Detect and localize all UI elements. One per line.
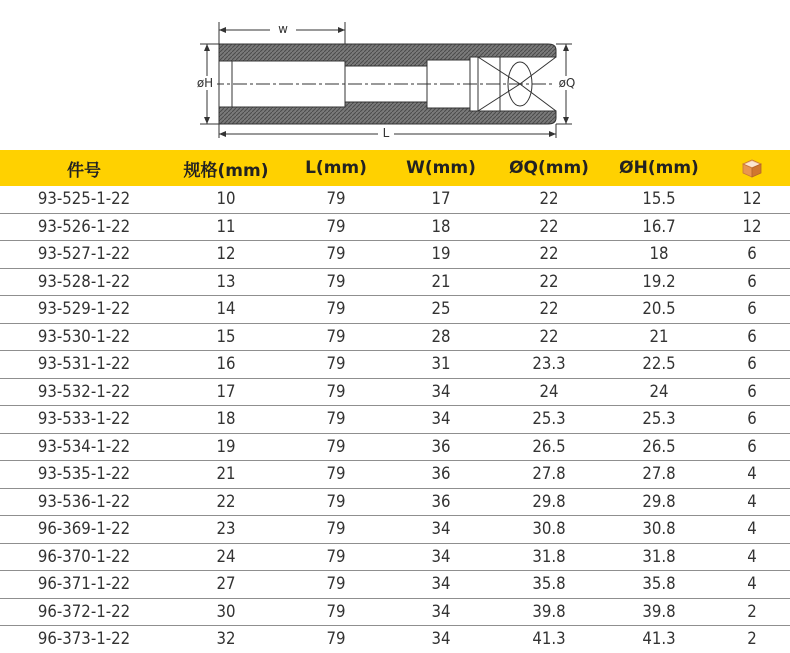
cell-size: 11 <box>175 213 277 241</box>
cell-part-no: 93-536-1-22 <box>10 488 158 516</box>
cell-size: 10 <box>175 186 277 213</box>
cell-part-no: 93-530-1-22 <box>10 323 158 351</box>
table-row <box>0 323 790 351</box>
dimension-l <box>219 124 556 140</box>
cell-pack-qty: 2 <box>719 598 786 626</box>
table-row <box>0 351 790 379</box>
cell-width: 34 <box>394 406 487 434</box>
table-row <box>0 186 790 213</box>
cell-h-diameter: 20.5 <box>611 296 708 324</box>
cell-q-diameter: 22 <box>501 268 598 296</box>
table-row <box>0 571 790 599</box>
cell-width: 36 <box>394 461 487 489</box>
cell-length: 79 <box>326 629 346 650</box>
cell-h-diameter: 26.5 <box>611 433 708 461</box>
socket-diagram <box>0 0 790 150</box>
cell-length: 79 <box>290 351 382 379</box>
cell-length: 79 <box>290 433 382 461</box>
cell-width: 34 <box>431 629 451 650</box>
cell-q-diameter: 31.8 <box>501 543 598 571</box>
cell-h-diameter: 30.8 <box>611 516 708 544</box>
cell-length: 79 <box>290 598 382 626</box>
cell-width: 18 <box>394 213 487 241</box>
cell-part-no: 93-527-1-22 <box>10 241 158 269</box>
cell-pack-qty: 6 <box>719 433 786 461</box>
table-row <box>0 461 790 489</box>
header-q-diameter: ØQ(mm) <box>494 150 604 186</box>
cell-length: 79 <box>290 241 382 269</box>
cell-size: 18 <box>175 406 277 434</box>
table-row <box>0 543 790 571</box>
cell-q-diameter: 41.3 <box>532 629 566 650</box>
cell-size: 30 <box>175 598 277 626</box>
cell-part-no: 93-535-1-22 <box>10 461 158 489</box>
cell-size: 19 <box>175 433 277 461</box>
cell-h-diameter: 39.8 <box>611 598 708 626</box>
cell-q-diameter: 22 <box>501 241 598 269</box>
cell-width: 36 <box>394 433 487 461</box>
cell-pack-qty: 6 <box>719 406 786 434</box>
cell-pack-qty: 4 <box>719 571 786 599</box>
cell-length: 79 <box>290 488 382 516</box>
header-length: L(mm) <box>284 150 388 186</box>
header-pack-qty <box>714 150 790 186</box>
table-row <box>0 213 790 241</box>
cell-length: 79 <box>290 296 382 324</box>
cell-q-diameter: 26.5 <box>501 433 598 461</box>
cell-q-diameter: 22 <box>501 186 598 213</box>
cell-size: 17 <box>175 378 277 406</box>
cell-pack-qty: 4 <box>719 488 786 516</box>
cell-h-diameter: 16.7 <box>611 213 708 241</box>
cell-width: 34 <box>394 516 487 544</box>
cell-width: 19 <box>394 241 487 269</box>
cell-length: 79 <box>290 461 382 489</box>
cell-q-diameter: 25.3 <box>501 406 598 434</box>
cell-pack-qty: 12 <box>719 213 786 241</box>
cell-h-diameter: 25.3 <box>611 406 708 434</box>
dimension-h <box>193 44 219 124</box>
cell-q-diameter: 39.8 <box>501 598 598 626</box>
cell-length: 79 <box>290 543 382 571</box>
table-row <box>0 598 790 626</box>
cell-pack-qty: 6 <box>719 323 786 351</box>
table-row <box>0 378 790 406</box>
cell-width: 34 <box>394 543 487 571</box>
cell-part-no: 93-531-1-22 <box>10 351 158 379</box>
cell-pack-qty: 6 <box>719 296 786 324</box>
header-h-diameter: ØH(mm) <box>604 150 714 186</box>
cell-length: 79 <box>290 268 382 296</box>
cell-width: 31 <box>394 351 487 379</box>
label-l: L <box>382 126 390 140</box>
cell-h-diameter: 31.8 <box>611 543 708 571</box>
cell-h-diameter: 22.5 <box>611 351 708 379</box>
cell-width: 28 <box>394 323 487 351</box>
cell-h-diameter: 27.8 <box>611 461 708 489</box>
table-row <box>0 406 790 434</box>
table-row <box>0 296 790 324</box>
cell-size: 23 <box>175 516 277 544</box>
cell-size: 24 <box>175 543 277 571</box>
cell-h-diameter: 15.5 <box>611 186 708 213</box>
cell-part-no: 93-528-1-22 <box>10 268 158 296</box>
cell-q-diameter: 29.8 <box>501 488 598 516</box>
box-icon <box>740 157 764 179</box>
table-row <box>0 516 790 544</box>
cell-q-diameter: 22 <box>501 323 598 351</box>
header-part-no: 件号 <box>0 150 168 186</box>
cell-size: 21 <box>175 461 277 489</box>
label-w: w <box>278 22 288 36</box>
cell-pack-qty: 4 <box>719 543 786 571</box>
cell-q-diameter: 30.8 <box>501 516 598 544</box>
cell-h-diameter: 18 <box>611 241 708 269</box>
cell-size: 22 <box>175 488 277 516</box>
cell-part-no: 96-372-1-22 <box>10 598 158 626</box>
table-row <box>0 433 790 461</box>
cell-h-diameter: 35.8 <box>611 571 708 599</box>
cell-part-no: 93-529-1-22 <box>10 296 158 324</box>
table-row <box>0 268 790 296</box>
cell-pack-qty: 12 <box>719 186 786 213</box>
cell-pack-qty: 6 <box>719 351 786 379</box>
cell-length: 79 <box>290 323 382 351</box>
label-h: øH <box>196 76 214 90</box>
cell-part-no: 93-533-1-22 <box>10 406 158 434</box>
cell-size: 14 <box>175 296 277 324</box>
header-width: W(mm) <box>388 150 494 186</box>
cell-length: 79 <box>290 213 382 241</box>
cell-length: 79 <box>290 516 382 544</box>
cell-q-diameter: 24 <box>501 378 598 406</box>
cell-h-diameter: 24 <box>611 378 708 406</box>
cell-q-diameter: 35.8 <box>501 571 598 599</box>
cell-width: 34 <box>394 378 487 406</box>
cell-h-diameter: 41.3 <box>642 629 676 650</box>
socket-drawing <box>0 0 790 150</box>
cell-width: 34 <box>394 571 487 599</box>
cell-pack-qty: 6 <box>719 378 786 406</box>
cell-pack-qty: 6 <box>719 268 786 296</box>
table-row <box>0 488 790 516</box>
cell-part-no: 93-526-1-22 <box>10 213 158 241</box>
cell-q-diameter: 22 <box>501 296 598 324</box>
cell-pack-qty: 2 <box>747 629 757 650</box>
cell-q-diameter: 27.8 <box>501 461 598 489</box>
cell-q-diameter: 23.3 <box>501 351 598 379</box>
cell-size: 13 <box>175 268 277 296</box>
cell-width: 36 <box>394 488 487 516</box>
table-row <box>0 626 790 653</box>
cell-part-no: 96-370-1-22 <box>10 543 158 571</box>
cell-length: 79 <box>290 571 382 599</box>
cell-size: 16 <box>175 351 277 379</box>
cell-pack-qty: 4 <box>719 516 786 544</box>
cell-width: 21 <box>394 268 487 296</box>
cell-part-no: 96-371-1-22 <box>10 571 158 599</box>
cell-h-diameter: 29.8 <box>611 488 708 516</box>
dimension-q <box>555 44 579 124</box>
header-size: 规格(mm) <box>168 150 284 186</box>
cell-length: 79 <box>290 378 382 406</box>
cell-h-diameter: 21 <box>611 323 708 351</box>
cell-length: 79 <box>290 186 382 213</box>
cell-width: 25 <box>394 296 487 324</box>
table-header-row <box>0 150 790 186</box>
cell-part-no: 96-369-1-22 <box>10 516 158 544</box>
cell-q-diameter: 22 <box>501 213 598 241</box>
cell-part-no: 93-525-1-22 <box>10 186 158 213</box>
cell-h-diameter: 19.2 <box>611 268 708 296</box>
cell-size: 15 <box>175 323 277 351</box>
cell-length: 79 <box>290 406 382 434</box>
label-q: øQ <box>558 76 576 90</box>
cell-size: 27 <box>175 571 277 599</box>
cell-size: 12 <box>175 241 277 269</box>
spec-table <box>0 150 790 653</box>
cell-part-no: 96-373-1-22 <box>37 629 131 650</box>
cell-width: 34 <box>394 598 487 626</box>
cell-pack-qty: 6 <box>719 241 786 269</box>
cell-part-no: 93-532-1-22 <box>10 378 158 406</box>
cell-size: 32 <box>216 629 236 650</box>
table-row <box>0 241 790 269</box>
cell-part-no: 93-534-1-22 <box>10 433 158 461</box>
cell-pack-qty: 4 <box>719 461 786 489</box>
cell-width: 17 <box>394 186 487 213</box>
